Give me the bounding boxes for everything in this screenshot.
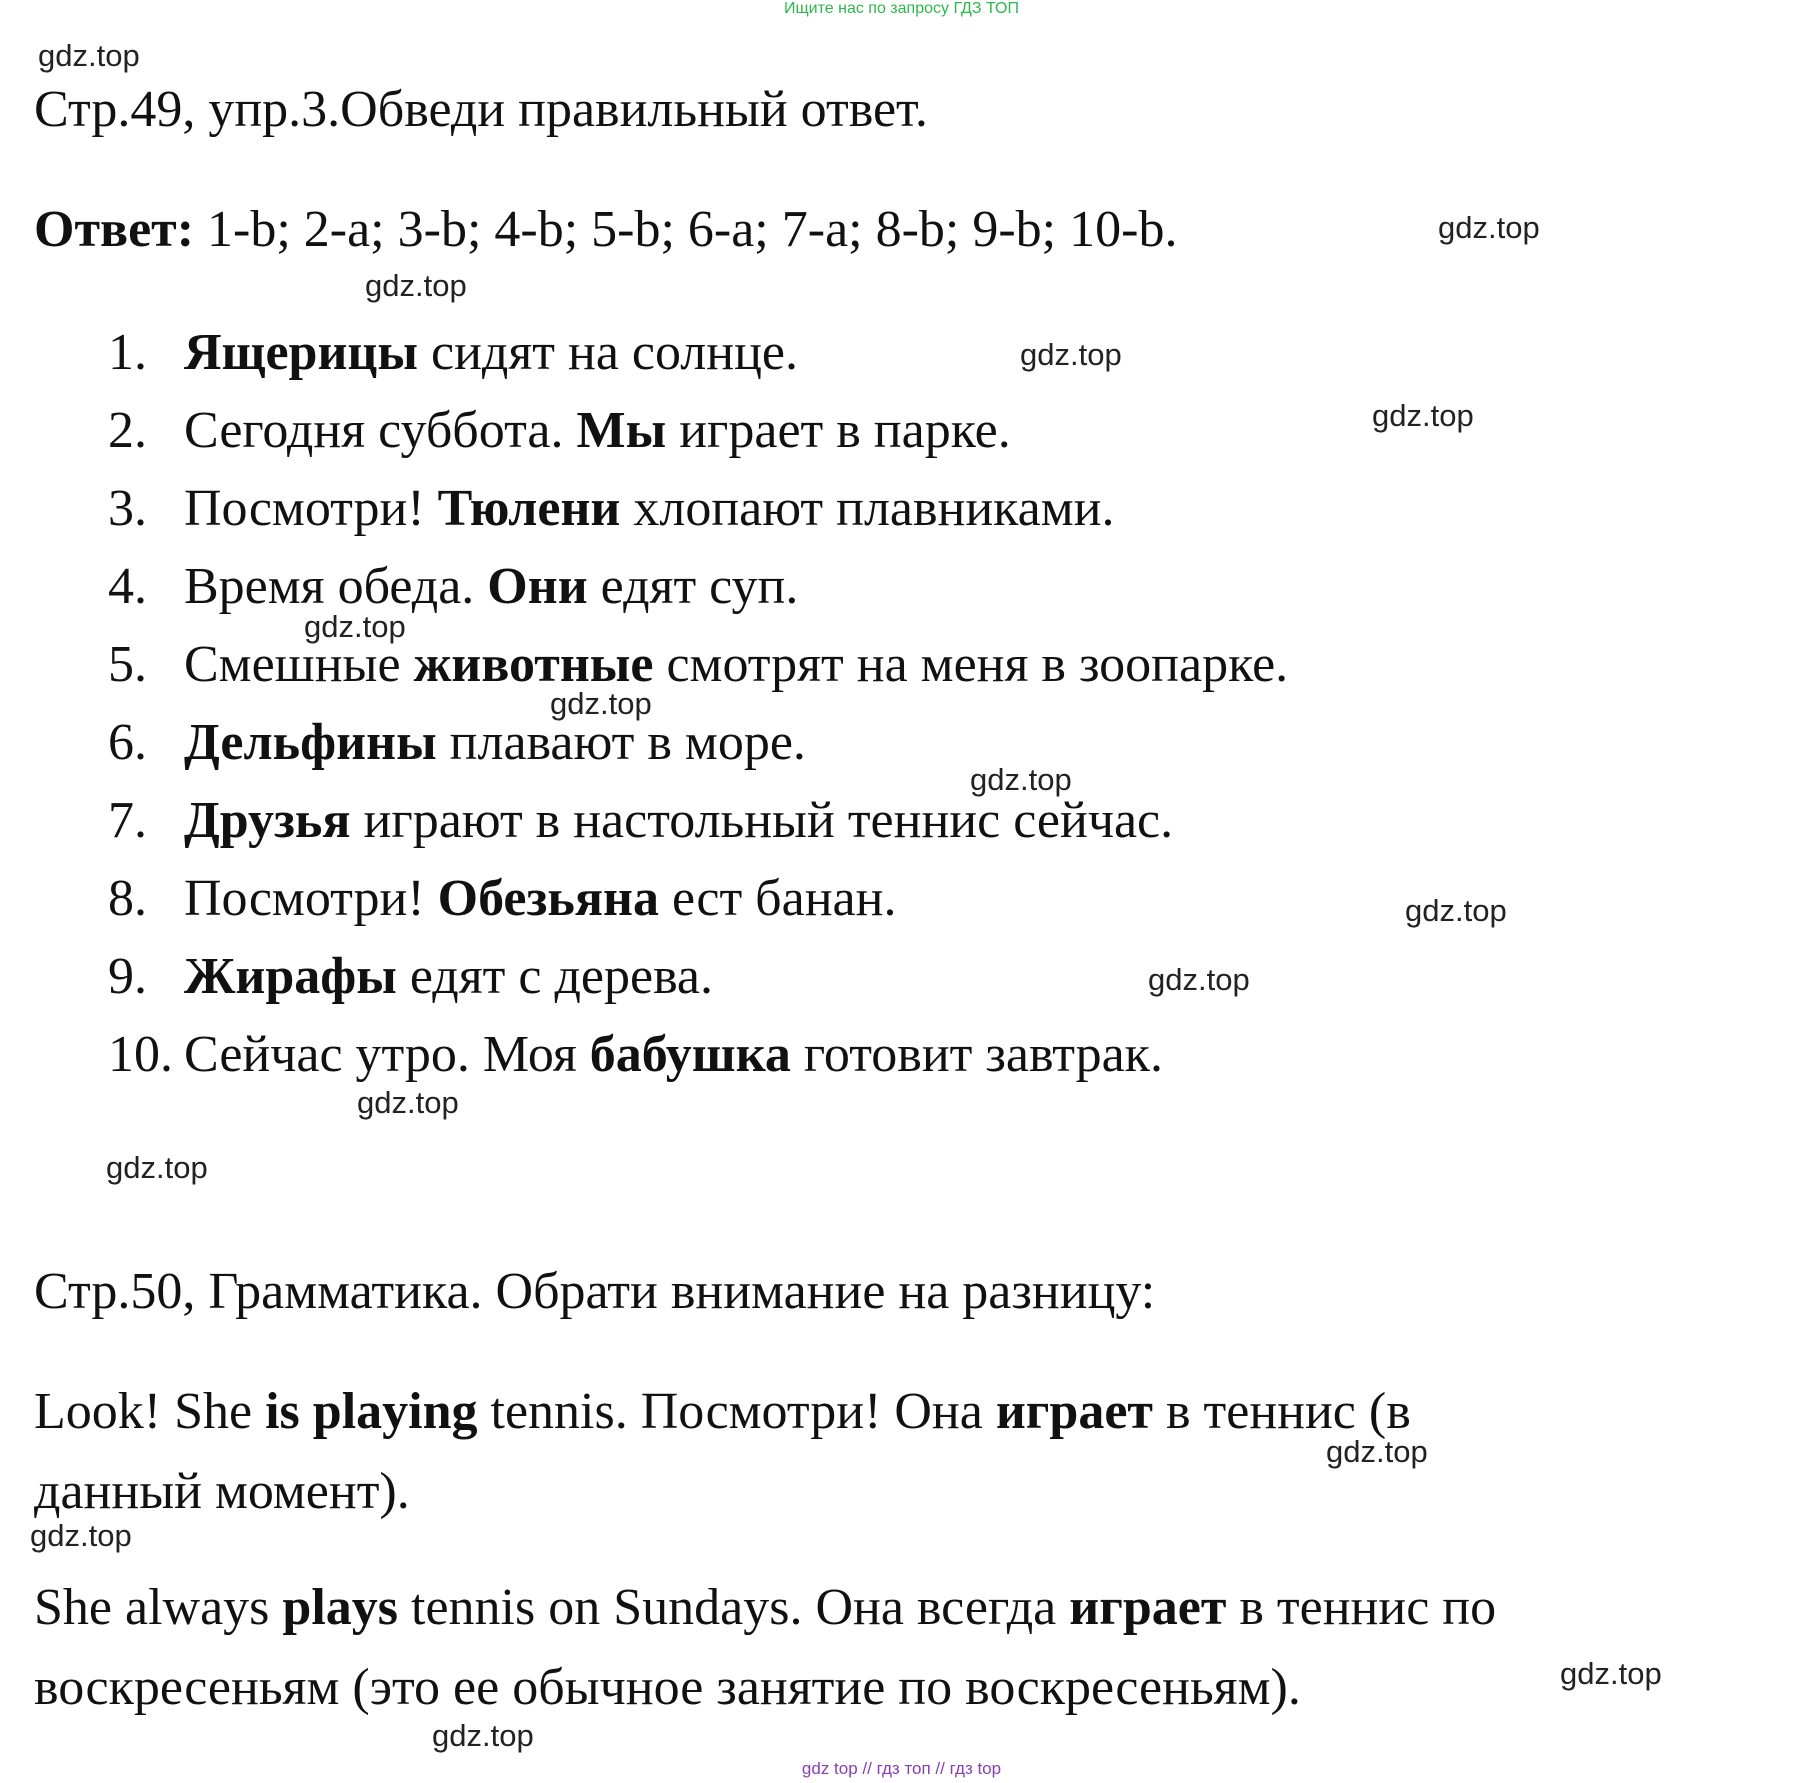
example-1-line-2: данный момент).: [34, 1463, 410, 1520]
list-item: 6. Дельфины плавают в море.: [108, 714, 806, 771]
top-banner: Ищите нас по запросу ГДЗ ТОП: [784, 0, 1019, 17]
answer-text: 1-b; 2-a; 3-b; 4-b; 5-b; 6-a; 7-a; 8-b; 9-b; 10-b.: [194, 201, 1178, 258]
example-2-line-1: She always plays tennis on Sundays. Она всегда играет в теннис по: [34, 1579, 1497, 1636]
watermark: gdz.top: [970, 762, 1072, 797]
example-1-line-1: Look! She is playing tennis. Посмотри! Она играет в теннис (в: [34, 1383, 1411, 1440]
list-item: 4. Время обеда. Они едят суп.: [108, 558, 799, 615]
example-2-line-2: воскресеньям (это ее обычное занятие по воскресеньям).: [34, 1659, 1301, 1716]
list-item: 8. Посмотри! Обезьяна ест банан.: [108, 870, 897, 927]
list-item: 9. Жирафы едят с дерева.: [108, 948, 714, 1005]
answer-line: [34, 200, 1177, 259]
answer-label: Ответ:: [34, 201, 195, 258]
watermark: gdz.top: [304, 609, 406, 644]
watermark: gdz.top: [38, 38, 140, 73]
watermark: gdz.top: [1405, 893, 1507, 928]
watermark: gdz.top: [106, 1150, 208, 1185]
footer-watermark: gdz top // гдз топ // гдз top: [801, 1759, 1002, 1778]
list-item: 5. Смешные животные смотрят на меня в зоопарке.: [108, 636, 1289, 693]
watermark: gdz.top: [1148, 962, 1250, 997]
watermark: gdz.top: [1020, 337, 1122, 372]
watermark: gdz.top: [365, 268, 467, 303]
watermark: gdz.top: [30, 1518, 132, 1553]
watermark: gdz.top: [1438, 210, 1540, 245]
list-item: 3. Посмотри! Тюлени хлопают плавниками.: [108, 480, 1115, 537]
list-item: 10. Сейчас утро. Моя бабушка готовит завтрак.: [108, 1026, 1163, 1083]
watermark: gdz.top: [1560, 1656, 1662, 1691]
exercise-heading: Стр.49, упр.3.Обведи правильный ответ.: [34, 81, 928, 138]
watermark: gdz.top: [432, 1718, 534, 1753]
list-item: 2. Сегодня суббота. Мы играет в парке.: [108, 402, 1011, 459]
grammar-heading: Стр.50, Грамматика. Обрати внимание на разницу:: [34, 1263, 1156, 1320]
example-paragraph-1: [34, 1372, 1411, 1532]
watermark: gdz.top: [550, 686, 652, 721]
watermark: gdz.top: [357, 1085, 459, 1120]
list-item: 1. Ящерицы сидят на солнце.: [108, 324, 798, 381]
example-paragraph-2: [34, 1568, 1496, 1728]
watermark: gdz.top: [1326, 1434, 1428, 1469]
watermark: gdz.top: [1372, 398, 1474, 433]
list-item: 7. Друзья играют в настольный теннис сейчас.: [108, 792, 1174, 849]
